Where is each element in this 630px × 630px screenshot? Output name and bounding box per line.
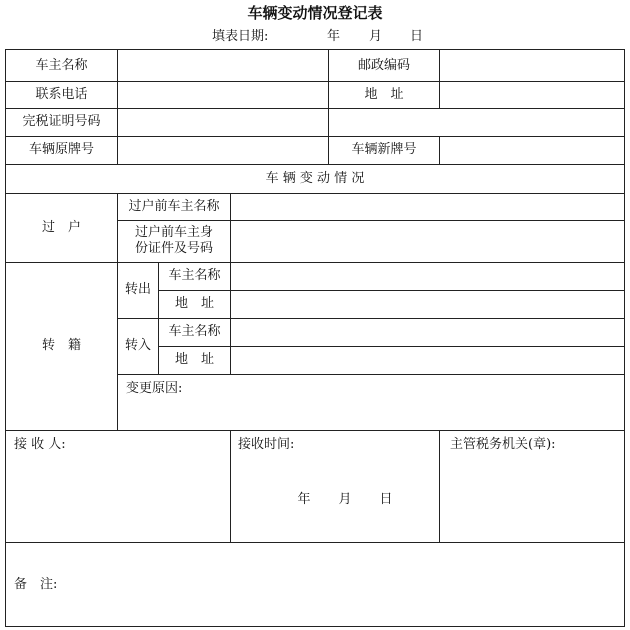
move-in-address-field[interactable] [231, 346, 624, 374]
owner-name-field[interactable] [118, 50, 328, 81]
prev-owner-id-label [118, 220, 230, 262]
move-in-owner-name-label: 车主名称 [168, 324, 221, 339]
receiver-field[interactable] [7, 454, 229, 542]
tax-authority-seal-area[interactable] [440, 454, 624, 542]
prev-owner-id-label-line2: 份证件及号码 [134, 241, 213, 256]
move-in-address-label: 地 址 [174, 352, 214, 367]
prev-owner-id-field[interactable] [231, 220, 624, 262]
move-out-address-label: 地 址 [174, 296, 214, 311]
postal-code-field[interactable] [440, 50, 624, 81]
transfer-label: 过 户 [41, 219, 81, 235]
row-line [6, 430, 624, 431]
change-section-heading: 车 辆 变 动 情 况 [265, 170, 365, 186]
old-plate-field[interactable] [118, 136, 328, 164]
postal-code-label: 邮政编码 [357, 57, 410, 73]
fill-date-line [0, 25, 630, 44]
remarks-field[interactable] [86, 543, 624, 626]
move-out-owner-name-label: 车主名称 [168, 268, 221, 283]
change-reason-label: 变更原因: [126, 381, 183, 396]
fill-date-label: 填表日期: [212, 29, 269, 44]
row-line [117, 374, 624, 375]
prev-owner-id-label-line1: 过户前车主身 [134, 225, 213, 240]
move-out-address-field[interactable] [231, 290, 624, 318]
form-title: 车辆变动情况登记表 [247, 4, 383, 22]
registry-move-label: 转 籍 [41, 338, 81, 353]
new-plate-label: 车辆新牌号 [351, 142, 417, 157]
fill-date-day: 日 [410, 29, 424, 44]
address-field[interactable] [440, 81, 624, 108]
old-plate-label: 车辆原牌号 [28, 142, 94, 157]
fill-date-month: 月 [369, 29, 383, 44]
prev-owner-name-label: 过户前车主名称 [128, 198, 220, 214]
move-out-owner-name-field[interactable] [231, 262, 624, 290]
owner-name-label: 车主名称 [35, 57, 88, 73]
receive-year: 年 [297, 492, 311, 507]
tax-certificate-label: 完税证明号码 [22, 114, 101, 129]
address-label: 地 址 [364, 86, 404, 102]
receive-time-label: 接收时间: [238, 437, 295, 452]
phone-label: 联系电话 [35, 86, 88, 102]
receive-day: 日 [379, 492, 393, 507]
receive-month: 月 [338, 492, 352, 507]
new-plate-field[interactable] [440, 136, 624, 164]
fill-date-year: 年 [327, 29, 341, 44]
prev-owner-name-field[interactable] [231, 193, 624, 220]
remarks-label: 备 注: [14, 577, 58, 592]
move-out-label: 转出 [124, 282, 151, 297]
tax-authority-label: 主管税务机关(章): [450, 437, 556, 452]
tax-certificate-field[interactable] [118, 108, 624, 136]
move-in-label: 转入 [124, 338, 151, 353]
form-table [5, 49, 625, 627]
phone-field[interactable] [118, 81, 328, 108]
receiver-label: 接 收 人: [14, 437, 66, 452]
change-reason-field[interactable] [118, 398, 624, 430]
move-in-owner-name-field[interactable] [231, 318, 624, 346]
col-line [230, 430, 231, 542]
